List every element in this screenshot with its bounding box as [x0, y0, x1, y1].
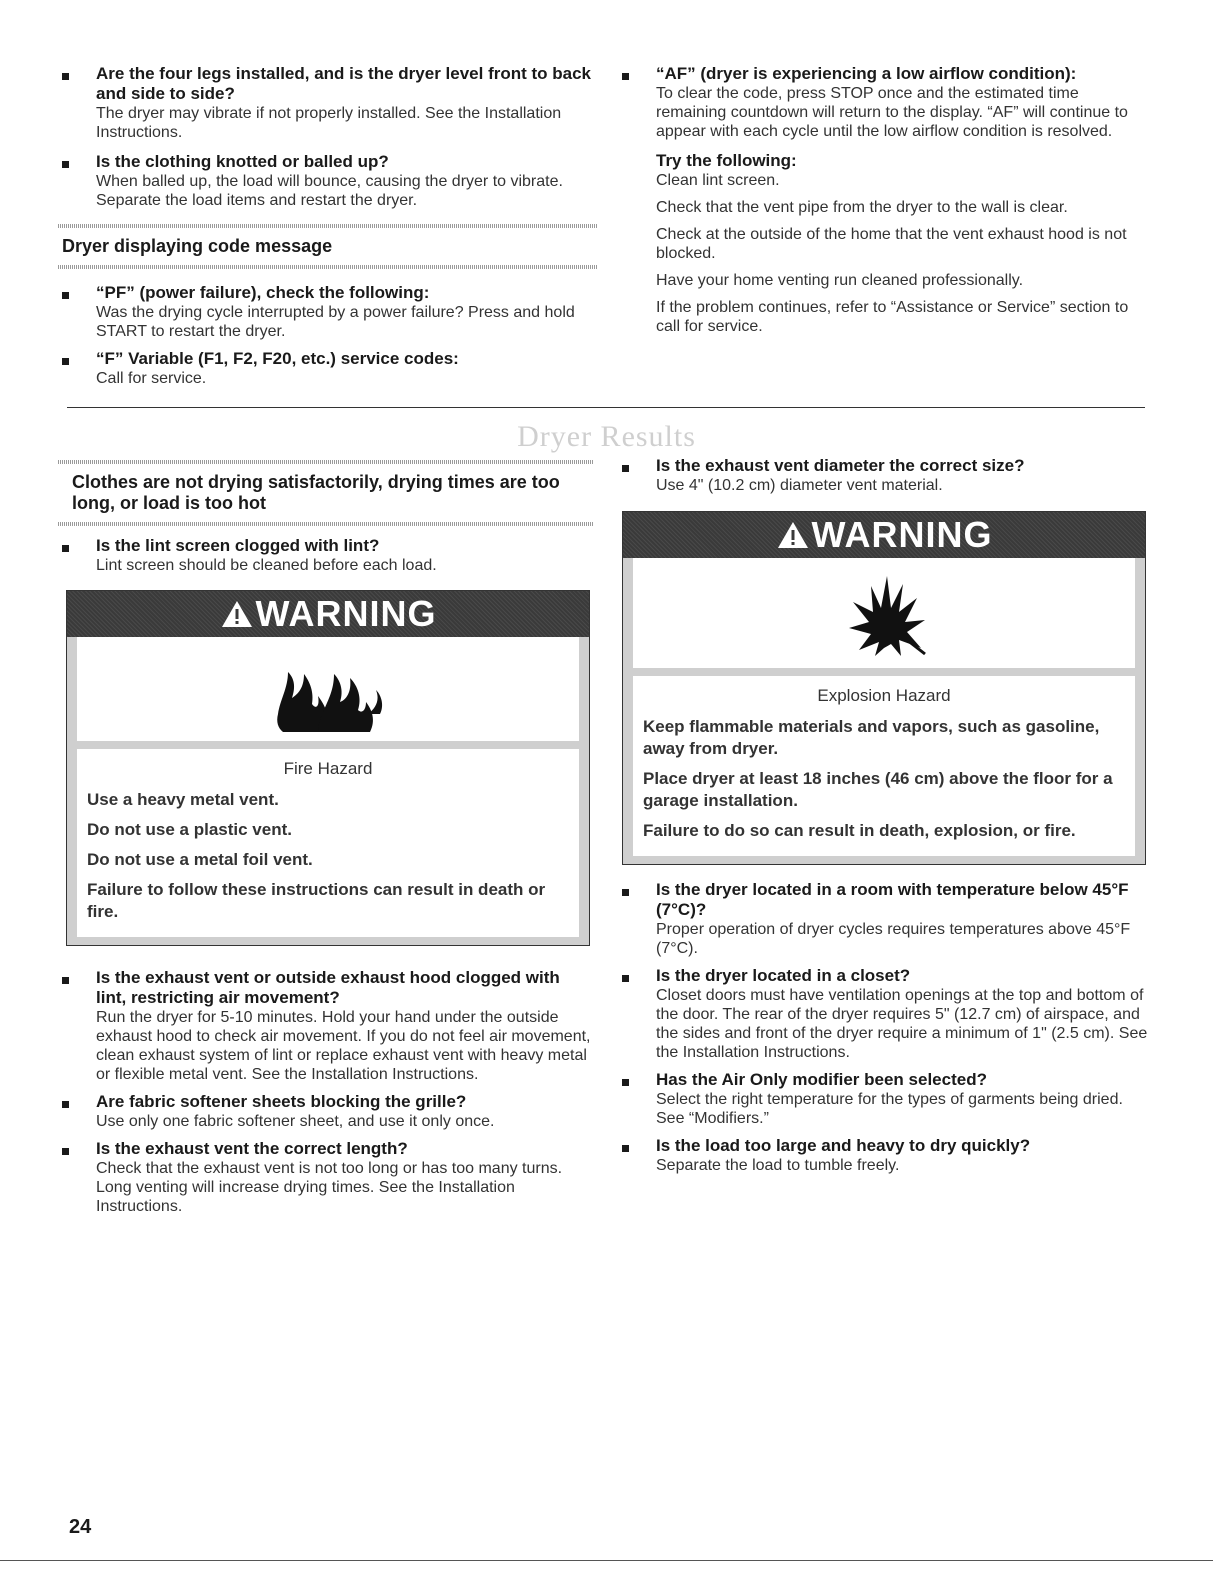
- answer: Check that the exhaust vent is not too long or has too many turns. Long venting will increase drying times. See the Installation Instructions.: [96, 1160, 563, 1215]
- question: Is the exhaust vent or outside exhaust hood clogged with lint, restricting air movement?: [96, 968, 560, 1007]
- list-item: [618, 1070, 1148, 1128]
- explosion-pictogram: [623, 558, 1145, 676]
- answer: Was the drying cycle interrupted by a power failure? Press and hold START to restart the dryer.: [96, 304, 575, 340]
- question: Is the exhaust vent the correct length?: [96, 1139, 408, 1158]
- question: Are the four legs installed, and is the dryer level front to back and side to side?: [96, 64, 592, 103]
- dotted-divider: [58, 460, 593, 464]
- list-item: [58, 536, 593, 575]
- list-item: [618, 880, 1148, 958]
- list-item: [58, 152, 598, 210]
- answer: Select the right temperature for the types of garments being dried. See “Modifiers.”: [656, 1091, 1123, 1127]
- fire-pictogram: [67, 637, 589, 749]
- answer: Lint screen should be cleaned before each load.: [96, 557, 437, 574]
- list-item: [618, 1136, 1148, 1175]
- top-right-column: [618, 64, 1148, 344]
- try-label: Try the following:: [656, 151, 797, 170]
- warning-triangle-icon: [776, 520, 810, 550]
- question: “F” Variable (F1, F2, F20, etc.) service codes:: [96, 349, 459, 368]
- warning-banner: [623, 512, 1145, 558]
- answer: Call for service.: [96, 370, 207, 387]
- hazard-title: Explosion Hazard: [817, 686, 951, 705]
- horizontal-rule: [67, 407, 1145, 408]
- warning-line: Place dryer at least 18 inches (46 cm) above the floor for a garage installation.: [643, 769, 1113, 810]
- dotted-divider: [58, 522, 593, 526]
- list-item: [58, 1092, 593, 1131]
- question: “PF” (power failure), check the following:: [96, 283, 430, 302]
- warning-banner: [67, 591, 589, 637]
- question: “AF” (dryer is experiencing a low airflow condition):: [656, 64, 1077, 83]
- question: Is the clothing knotted or balled up?: [96, 152, 389, 171]
- results-left-column: [58, 460, 593, 581]
- answer: Run the dryer for 5-10 minutes. Hold your hand under the outside exhaust hood to check air movement. If you do not feel air movement, clean exhaust system of lint or replace exhaust vent with heavy metal or flexible metal vent. See the Installation Instructions.: [96, 1009, 591, 1083]
- results-left-lower: [58, 968, 593, 1222]
- list-item: [58, 968, 593, 1084]
- results-right-column: [618, 456, 1148, 501]
- dotted-divider: [58, 224, 598, 228]
- section-heading-code: Dryer displaying code message: [62, 236, 333, 256]
- warning-banner-text: WARNING: [811, 514, 993, 555]
- warning-line: Failure to follow these instructions can result in death or fire.: [87, 880, 546, 921]
- answer: To clear the code, press STOP once and the estimated time remaining countdown will return to the display. “AF” will continue to appear with each cycle until the low airflow condition is resolved.: [656, 85, 1128, 140]
- list-item: [58, 1139, 593, 1216]
- answer: Proper operation of dryer cycles requires temperatures above 45°F (7°C).: [656, 921, 1131, 957]
- warning-banner-text: WARNING: [255, 593, 437, 634]
- section-title: Dryer Results: [517, 420, 696, 453]
- list-item: [58, 283, 598, 341]
- hazard-title: Fire Hazard: [283, 759, 373, 778]
- warning-line: Keep flammable materials and vapors, such as gasoline, away from dryer.: [643, 717, 1100, 758]
- list-item: [618, 64, 1148, 336]
- list-item: [618, 456, 1148, 495]
- list-item: [58, 64, 598, 142]
- question: Is the dryer located in a closet?: [656, 966, 911, 985]
- fire-icon: [258, 644, 398, 734]
- answer: Use only one fabric softener sheet, and use it only once.: [96, 1113, 495, 1130]
- page-number: 24: [69, 1516, 92, 1538]
- dotted-divider: [58, 265, 598, 269]
- question: Is the dryer located in a room with temperature below 45°F (7°C)?: [656, 880, 1129, 919]
- warning-line: Failure to do so can result in death, explosion, or fire.: [643, 821, 1076, 840]
- list-item: [58, 349, 598, 388]
- answer: Separate the load to tumble freely.: [656, 1157, 900, 1174]
- explosion-warning-box: [622, 511, 1146, 865]
- question: Are fabric softener sheets blocking the grille?: [96, 1092, 467, 1111]
- results-heading: Clothes are not drying satisfactorily, drying times are too long, or load is too hot: [72, 472, 560, 513]
- warning-triangle-icon: [220, 599, 254, 629]
- question: Is the lint screen clogged with lint?: [96, 536, 380, 555]
- warning-text-panel: [623, 676, 1145, 864]
- answer: Closet doors must have ventilation openings at the top and bottom of the door. The rear of the dryer requires 5" (12.7 cm) of airspace, and the sides and front of the dryer require a minimum of 1" (2.5 cm). See the Installation Instructions.: [656, 987, 1148, 1061]
- list-item: [618, 966, 1148, 1062]
- answer: Use 4" (10.2 cm) diameter vent material.: [656, 477, 943, 494]
- question: Is the exhaust vent diameter the correct size?: [656, 456, 1025, 475]
- warning-text-panel: [67, 749, 589, 945]
- step: Check at the outside of the home that the vent exhaust hood is not blocked.: [656, 226, 1127, 262]
- results-right-lower: [618, 880, 1148, 1181]
- footer-rule: [0, 1560, 1213, 1561]
- warning-line: Do not use a plastic vent.: [87, 820, 292, 839]
- fire-warning-box: [66, 590, 590, 946]
- answer: When balled up, the load will bounce, causing the dryer to vibrate. Separate the load items and restart the dryer.: [96, 173, 563, 209]
- step: Check that the vent pipe from the dryer to the wall is clear.: [656, 199, 1068, 216]
- step: Have your home venting run cleaned professionally.: [656, 272, 1024, 289]
- warning-line: Do not use a metal foil vent.: [87, 850, 313, 869]
- step: If the problem continues, refer to “Assistance or Service” section to call for service.: [656, 299, 1129, 335]
- warning-line: Use a heavy metal vent.: [87, 790, 279, 809]
- top-left-column: [58, 64, 598, 394]
- explosion-icon: [829, 568, 939, 658]
- answer: The dryer may vibrate if not properly installed. See the Installation Instructions.: [96, 105, 562, 141]
- question: Is the load too large and heavy to dry quickly?: [656, 1136, 1031, 1155]
- question: Has the Air Only modifier been selected?: [656, 1070, 987, 1089]
- step: Clean lint screen.: [656, 172, 780, 189]
